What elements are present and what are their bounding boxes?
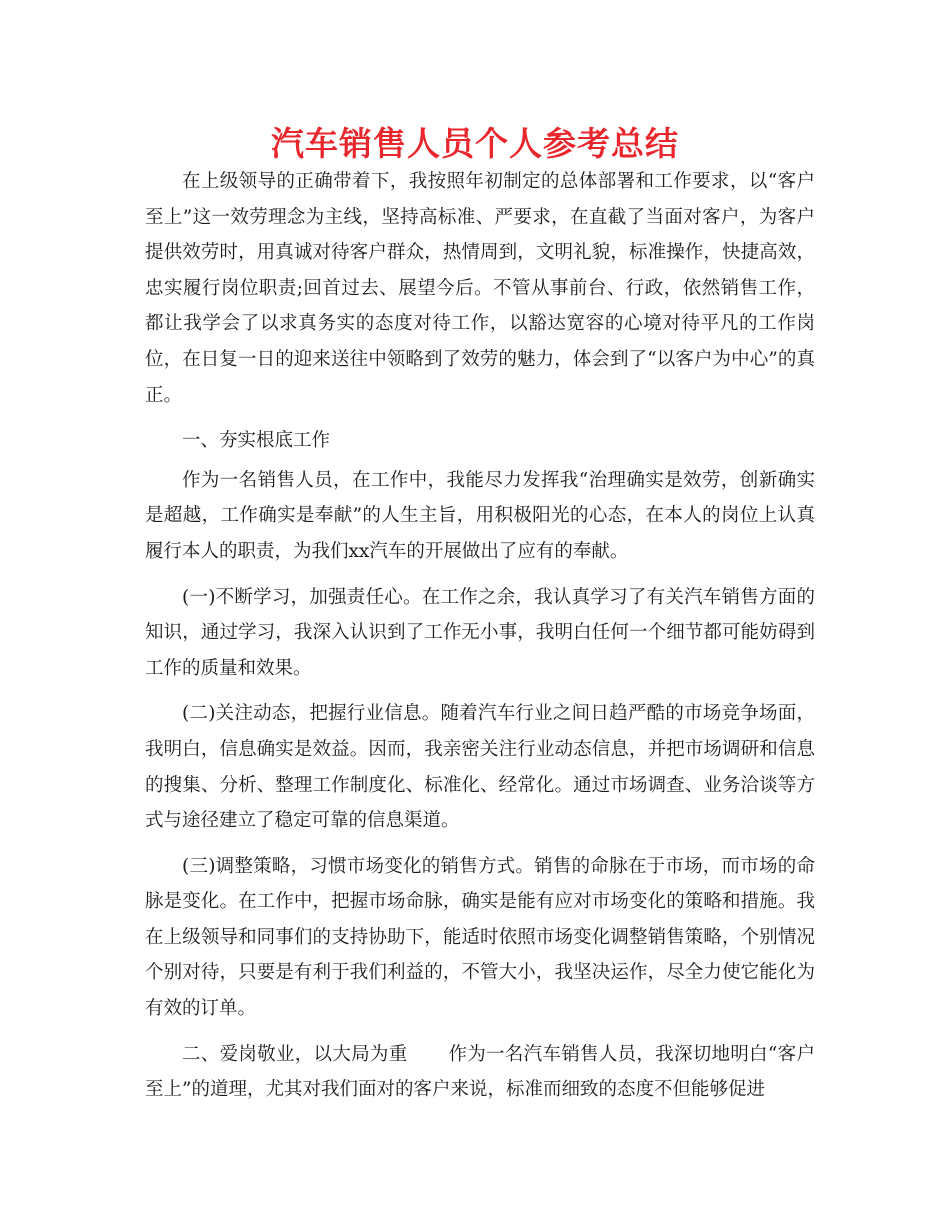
paragraph-intro: 在上级领导的正确带着下，我按照年初制定的总体部署和工作要求，以“客户至上”这一效劳理念为主线，坚持高标准、严要求，在直截了当面对客户，为客户提供效劳时，用真诚对待客户群众，热情周到，文明礼貌，标准操作，快捷高效，忠实履行岗位职责;回首过去、展望今后。不管从事前台、行政，依然销售工作，都让我学会了以求真务实的态度对待工作，以豁达宽容的心境对待平凡的工作岗位，在日复一日的迎来送往中领略到了效劳的魅力，体会到了“以客户为中心”的真正。 bbox=[145, 171, 815, 406]
paragraph-item-3: (三)调整策略，习惯市场变化的销售方式。销售的命脉在于市场，而市场的命脉是变化。在工作中，把握市场命脉，确实是能有应对市场变化的策略和措施。我在上级领导和同事们的支持协助下，能适时依照市场变化调整销售策略，个别情况个别对待，只要是有利于我们利益的，不管大小，我坚决运作，尽全力使它能化为有效的订单。 bbox=[145, 855, 815, 1020]
section-2-text: 作为一名汽车销售人员，我深切地明白“客户至上”的道理，尤其对我们面对的客户来说，标准而细致的态度不但能够促进 bbox=[145, 1043, 815, 1101]
section-heading-1: 一、夯实根底工作 bbox=[182, 430, 331, 452]
document-body bbox=[145, 164, 815, 1118]
paragraph-item-1: (一)不断学习，加强责任心。在工作之余，我认真学习了有关汽车销售方面的知识，通过学习，我深入认识到了工作无小事，我明白任何一个细节都可能妨碍到工作的质量和效果。 bbox=[145, 586, 815, 679]
document-title: 汽车销售人员个人参考总结 bbox=[271, 124, 679, 163]
section-heading-2: 二、爱岗敬业，以大局为重 bbox=[182, 1043, 408, 1065]
paragraph-item-2: (二)关注动态，把握行业信息。随着汽车行业之间日趋严酷的市场竞争场面，我明白，信息确实是效益。因而，我亲密关注行业动态信息，并把市场调研和信息的搜集、分析、整理工作制度化、标准化、经常化。通过市场调查、业务洽谈等方式与途径建立了稳定可靠的信息渠道。 bbox=[145, 703, 815, 832]
paragraph-section-1: 作为一名销售人员，在工作中，我能尽力发挥我“治理确实是效劳，创新确实是超越，工作确实是奉献”的人生主旨，用积极阳光的心态，在本人的岗位上认真履行本人的职责，为我们xx汽车的开展做出了应有的奉献。 bbox=[145, 469, 815, 562]
paragraph-section-2 bbox=[145, 1037, 815, 1108]
